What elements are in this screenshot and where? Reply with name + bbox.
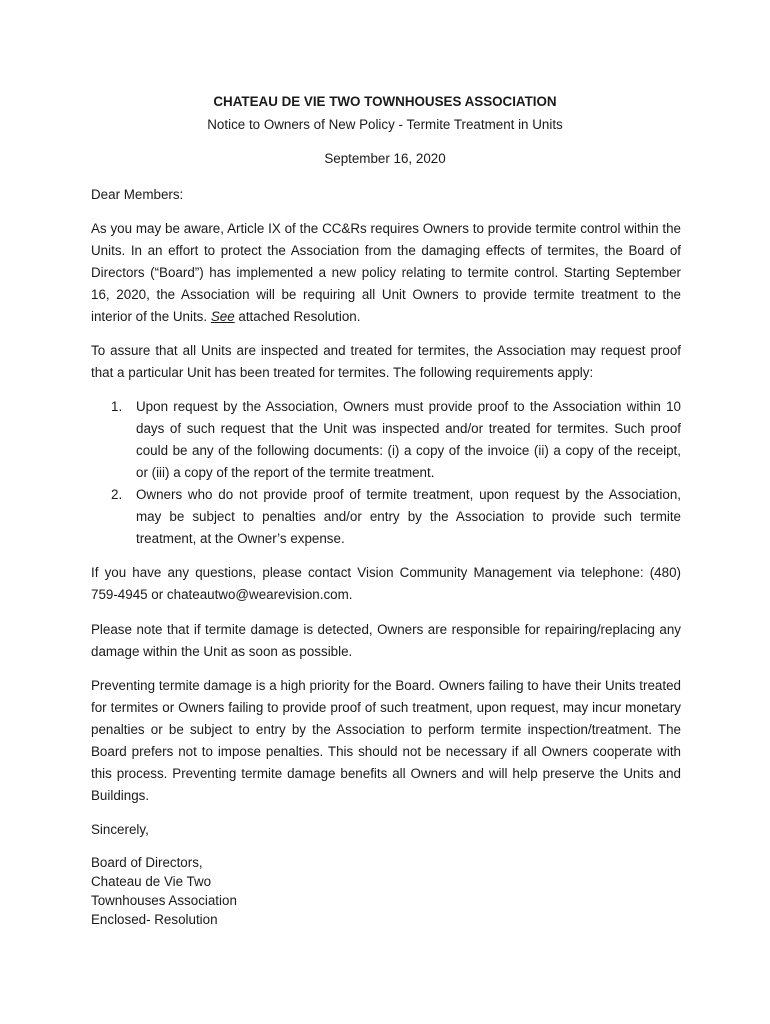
- signature-line: Enclosed- Resolution: [91, 912, 218, 927]
- paragraph-damage-note: Please note that if termite damage is detected, Owners are responsible for repairing/replacing any damage within the Unit as soon as possible.: [91, 622, 681, 659]
- paragraph-policy-intro-end: attached Resolution.: [234, 309, 361, 324]
- list-item-number: 1.: [111, 399, 123, 414]
- document-title: CHATEAU DE VIE TWO TOWNHOUSES ASSOCIATION: [213, 94, 557, 109]
- salutation: Dear Members:: [91, 187, 184, 202]
- signature-line: Chateau de Vie Two: [91, 874, 212, 889]
- list-item-text: Owners who do not provide proof of termite treatment, upon request by the Association, may be subject to penalties and/or entry by the Association to provide such termite treatment, at the Owner’s expense.: [136, 487, 681, 546]
- document-date: September 16, 2020: [324, 151, 446, 166]
- list-item-text: Upon request by the Association, Owners must provide proof to the Association within 10 days of such request that the Unit was inspected and/or treated for termites. Such proof could be any of the following documents: (i) a copy of the invoice (ii) a copy of the receipt, or (iii) a copy of the report of the termite treatment.: [136, 399, 681, 480]
- requirements-list: [91, 396, 681, 550]
- see-reference: See: [210, 309, 235, 324]
- paragraph-contact: If you have any questions, please contact Vision Community Management via telephone: (480) 759-4945 or chateautwo@wearevision.com.: [91, 565, 681, 602]
- paragraph-priority: Preventing termite damage is a high priority for the Board. Owners failing to have their Units treated for termites or Owners failing to provide proof of such treatment, upon request, may incur monetary penalties or be subject to entry by the Association to perform termite inspection/treatment. The Board prefers not to impose penalties. This should not be necessary if all Owners cooperate with this process. Preventing termite damage benefits all Owners and will help preserve the Units and Buildings.: [91, 678, 681, 803]
- paragraph-policy-intro: [91, 218, 681, 328]
- signature-line: Townhouses Association: [91, 893, 237, 908]
- signature-line: Board of Directors,: [91, 855, 203, 870]
- paragraph-inspection: To assure that all Units are inspected and treated for termites, the Association may request proof that a particular Unit has been treated for termites. The following requirements apply:: [91, 343, 681, 380]
- document-subtitle: Notice to Owners of New Policy - Termite Treatment in Units: [207, 117, 563, 132]
- list-item-number: 2.: [111, 487, 123, 502]
- signature-block: [91, 853, 237, 929]
- closing: Sincerely,: [91, 822, 149, 837]
- list-item: [91, 484, 681, 550]
- list-item: [91, 396, 681, 484]
- paragraph-policy-intro-text: As you may be aware, Article IX of the CC&Rs requires Owners to provide termite control within the Units. In an effort to protect the Association from the damaging effects of termites, the Board of Directors (“Board”) has implemented a new policy relating to termite control. Starting September 16, 2020, the Association will be requiring all Unit Owners to provide termite treatment to the interior of the Units.: [91, 221, 681, 324]
